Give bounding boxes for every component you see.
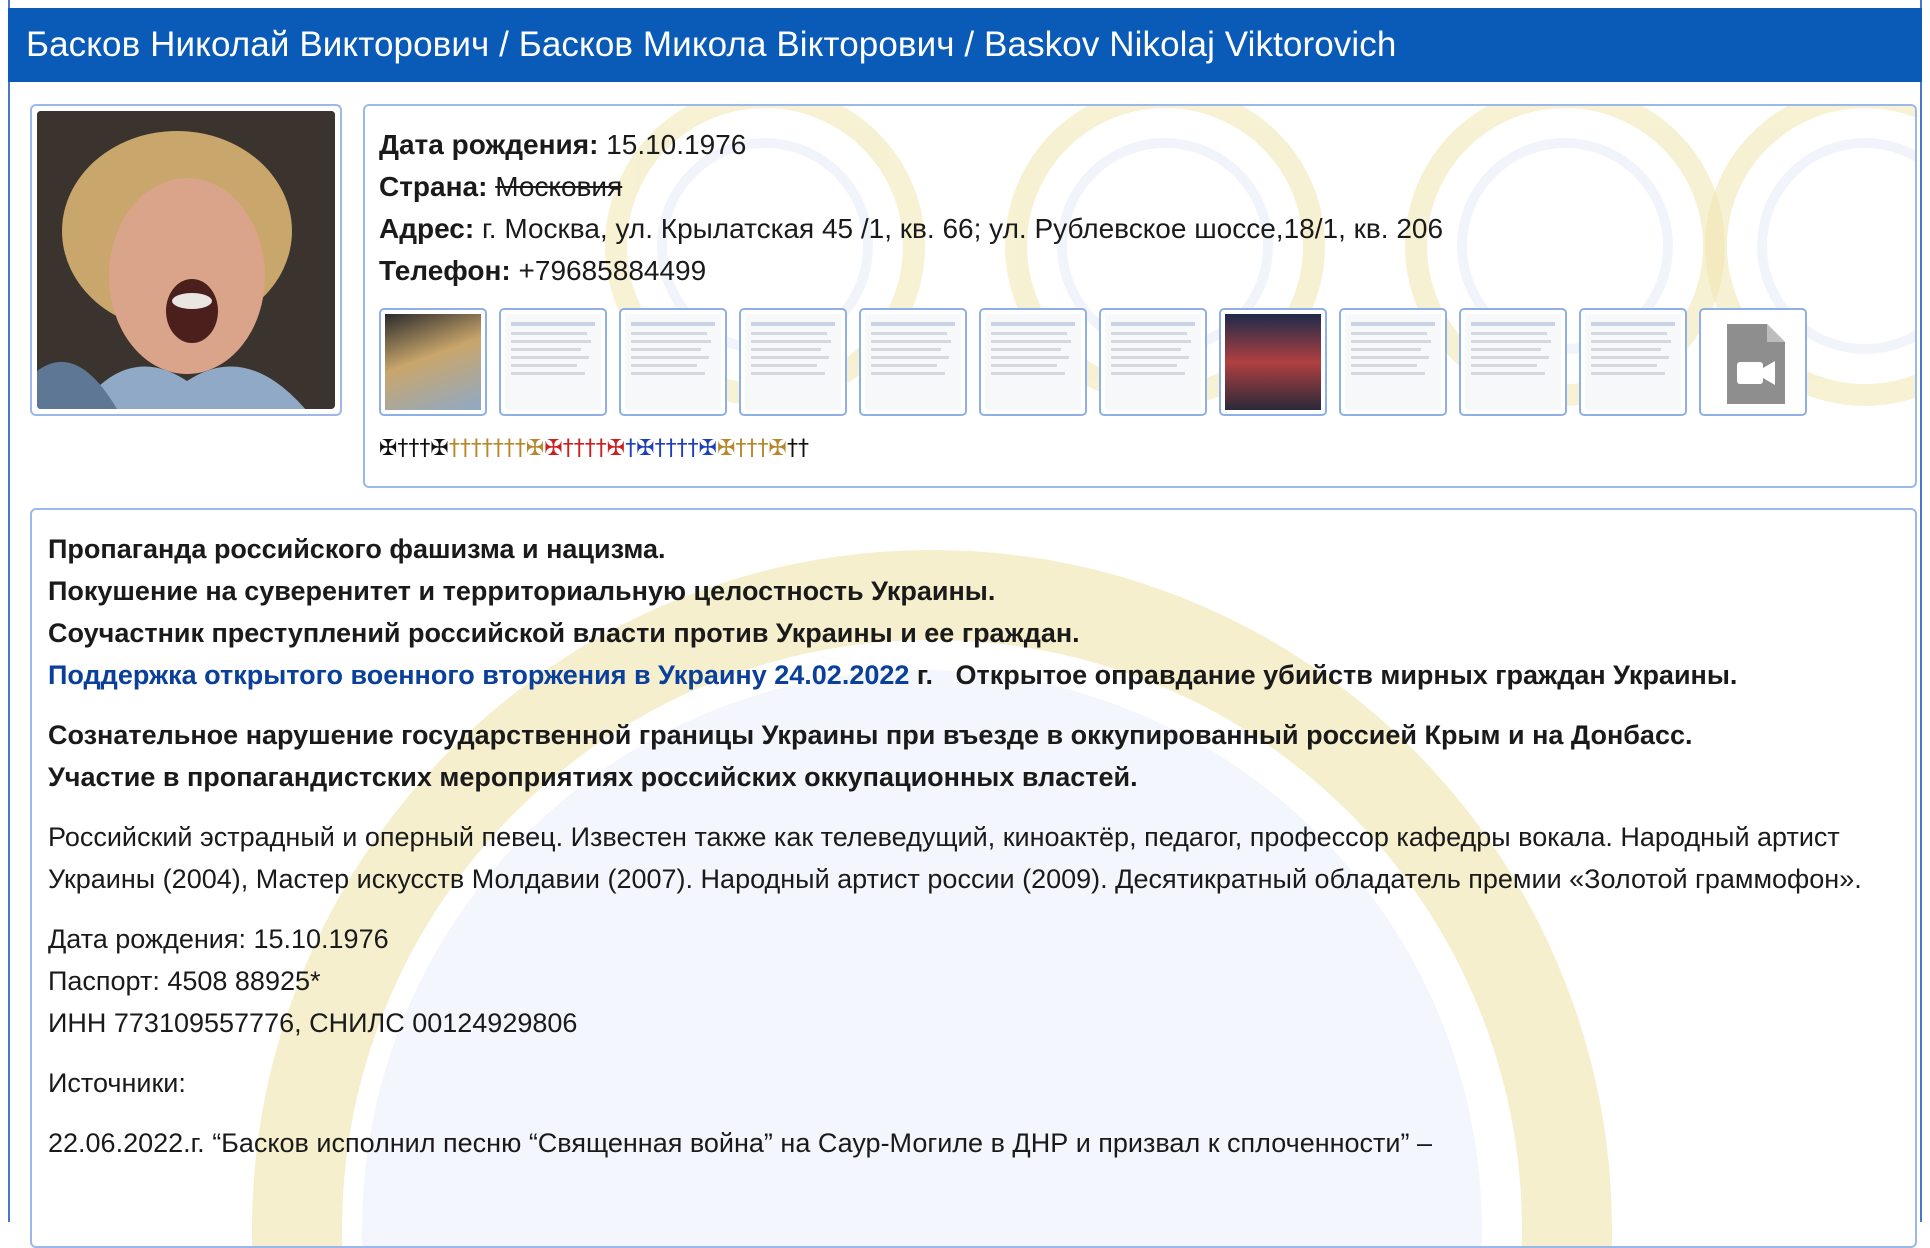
cross-icons: †††††††✠ bbox=[448, 436, 545, 461]
birth-row bbox=[379, 124, 1443, 166]
country-label: Страна: bbox=[379, 171, 488, 202]
country-row bbox=[379, 166, 1443, 208]
thumbnail-article-6[interactable] bbox=[1579, 308, 1687, 416]
thumbnail-image bbox=[505, 314, 601, 410]
thumbnail-image bbox=[1105, 314, 1201, 410]
charge-line-tail: Открытое оправдание убийств мирных граждан Украины. bbox=[955, 660, 1738, 690]
invasion-support-link[interactable]: Поддержка открытого военного вторжения в Украину 24.02.2022 bbox=[48, 660, 910, 690]
thumbnail-article-3[interactable] bbox=[739, 308, 847, 416]
thumbnail-image bbox=[1345, 314, 1441, 410]
video-file-icon bbox=[1705, 314, 1801, 410]
cross-icons: ✠†††✠ bbox=[379, 436, 449, 461]
cross-icons: ✠†††✠ bbox=[717, 436, 787, 461]
charge-line: Участие в пропагандистских мероприятиях российских оккупационных властей. bbox=[48, 762, 1138, 792]
passport-line: Паспорт: 4508 88925* bbox=[48, 966, 321, 996]
inn-line: ИНН 773109557776, СНИЛС 00124929806 bbox=[48, 1008, 578, 1038]
thumbnail-image bbox=[1225, 314, 1321, 410]
crosses-row bbox=[379, 436, 809, 461]
personal-details bbox=[379, 124, 1443, 292]
charge-suffix: г. bbox=[916, 660, 933, 690]
birth-value: 15.10.1976 bbox=[606, 129, 747, 160]
charge-line: Пропаганда российского фашизма и нацизма. bbox=[48, 534, 666, 564]
charge-line: Соучастник преступлений российской власти против Украины и ее граждан. bbox=[48, 618, 1080, 648]
thumbnail-document-2[interactable] bbox=[979, 308, 1087, 416]
cross-icons: ✠††††✠ bbox=[544, 436, 626, 461]
info-panel bbox=[363, 104, 1917, 488]
address-value: г. Москва, ул. Крылатская 45 /1, кв. 66; ул. Рублевское шоссе,18/1, кв. 206 bbox=[481, 213, 1444, 244]
portrait-image bbox=[37, 111, 335, 409]
source-line: 22.06.2022.г. “Басков исполнил песню “Священная война” на Саур-Могиле в ДНР и призвал к сплоченности” – bbox=[48, 1128, 1433, 1158]
profile-photo-frame[interactable] bbox=[30, 104, 342, 416]
birth-date-line: Дата рождения: 15.10.1976 bbox=[48, 924, 389, 954]
thumbnail-image bbox=[985, 314, 1081, 410]
thumbnail-image bbox=[865, 314, 961, 410]
charge-line: Сознательное нарушение государственной границы Украины при въезде в оккупированный россией Крым и на Донбасс. bbox=[48, 720, 1693, 750]
thumbnail-article-5[interactable] bbox=[1459, 308, 1567, 416]
thumbnail-article-2[interactable] bbox=[619, 308, 727, 416]
cross-icons: †✠††††✠ bbox=[625, 436, 718, 461]
charge-line: Покушение на суверенитет и территориальную целостность Украины. bbox=[48, 576, 996, 606]
thumbnail-video-file-icon[interactable] bbox=[1699, 308, 1807, 416]
thumbnail-stage-photo[interactable] bbox=[1219, 308, 1327, 416]
sources-heading: Источники: bbox=[48, 1068, 186, 1098]
profile-photo[interactable] bbox=[37, 111, 335, 409]
thumbnail-article-4[interactable] bbox=[1339, 308, 1447, 416]
main-content-panel bbox=[30, 508, 1917, 1248]
thumbnail-image bbox=[385, 314, 481, 410]
phone-row bbox=[379, 250, 1443, 292]
evidence-thumbnails bbox=[379, 308, 1807, 416]
phone-label: Телефон: bbox=[379, 255, 511, 286]
cross-icons: †† bbox=[786, 436, 809, 461]
address-row bbox=[379, 208, 1443, 250]
thumbnail-image bbox=[745, 314, 841, 410]
page-title bbox=[8, 8, 1922, 82]
thumbnail-document-1[interactable] bbox=[859, 308, 967, 416]
thumbnail-article-1[interactable] bbox=[499, 308, 607, 416]
country-value: Московия bbox=[495, 171, 623, 202]
charge-line bbox=[48, 654, 1899, 696]
address-label: Адрес: bbox=[379, 213, 475, 244]
biography-paragraph: Российский эстрадный и оперный певец. Известен также как телеведущий, киноактёр, педагог, профессор кафедры вокала. Народный артист Украины (2004), Мастер искусств Молдавии (2007). Народный артист россии (2009). Десятикратный обладатель премии «Золотой граммофон». bbox=[48, 822, 1862, 894]
dossier-text bbox=[48, 528, 1899, 1164]
phone-value: +79685884499 bbox=[518, 255, 707, 286]
birth-label: Дата рождения: bbox=[379, 129, 599, 160]
thumbnail-photo[interactable] bbox=[379, 308, 487, 416]
thumbnail-document-3[interactable] bbox=[1099, 308, 1207, 416]
thumbnail-image bbox=[625, 314, 721, 410]
thumbnail-image bbox=[1585, 314, 1681, 410]
page-title-text: Басков Николай Викторович / Басков Микола Вікторович / Baskov Nikolaj Viktorovich bbox=[26, 25, 1397, 64]
thumbnail-image bbox=[1465, 314, 1561, 410]
